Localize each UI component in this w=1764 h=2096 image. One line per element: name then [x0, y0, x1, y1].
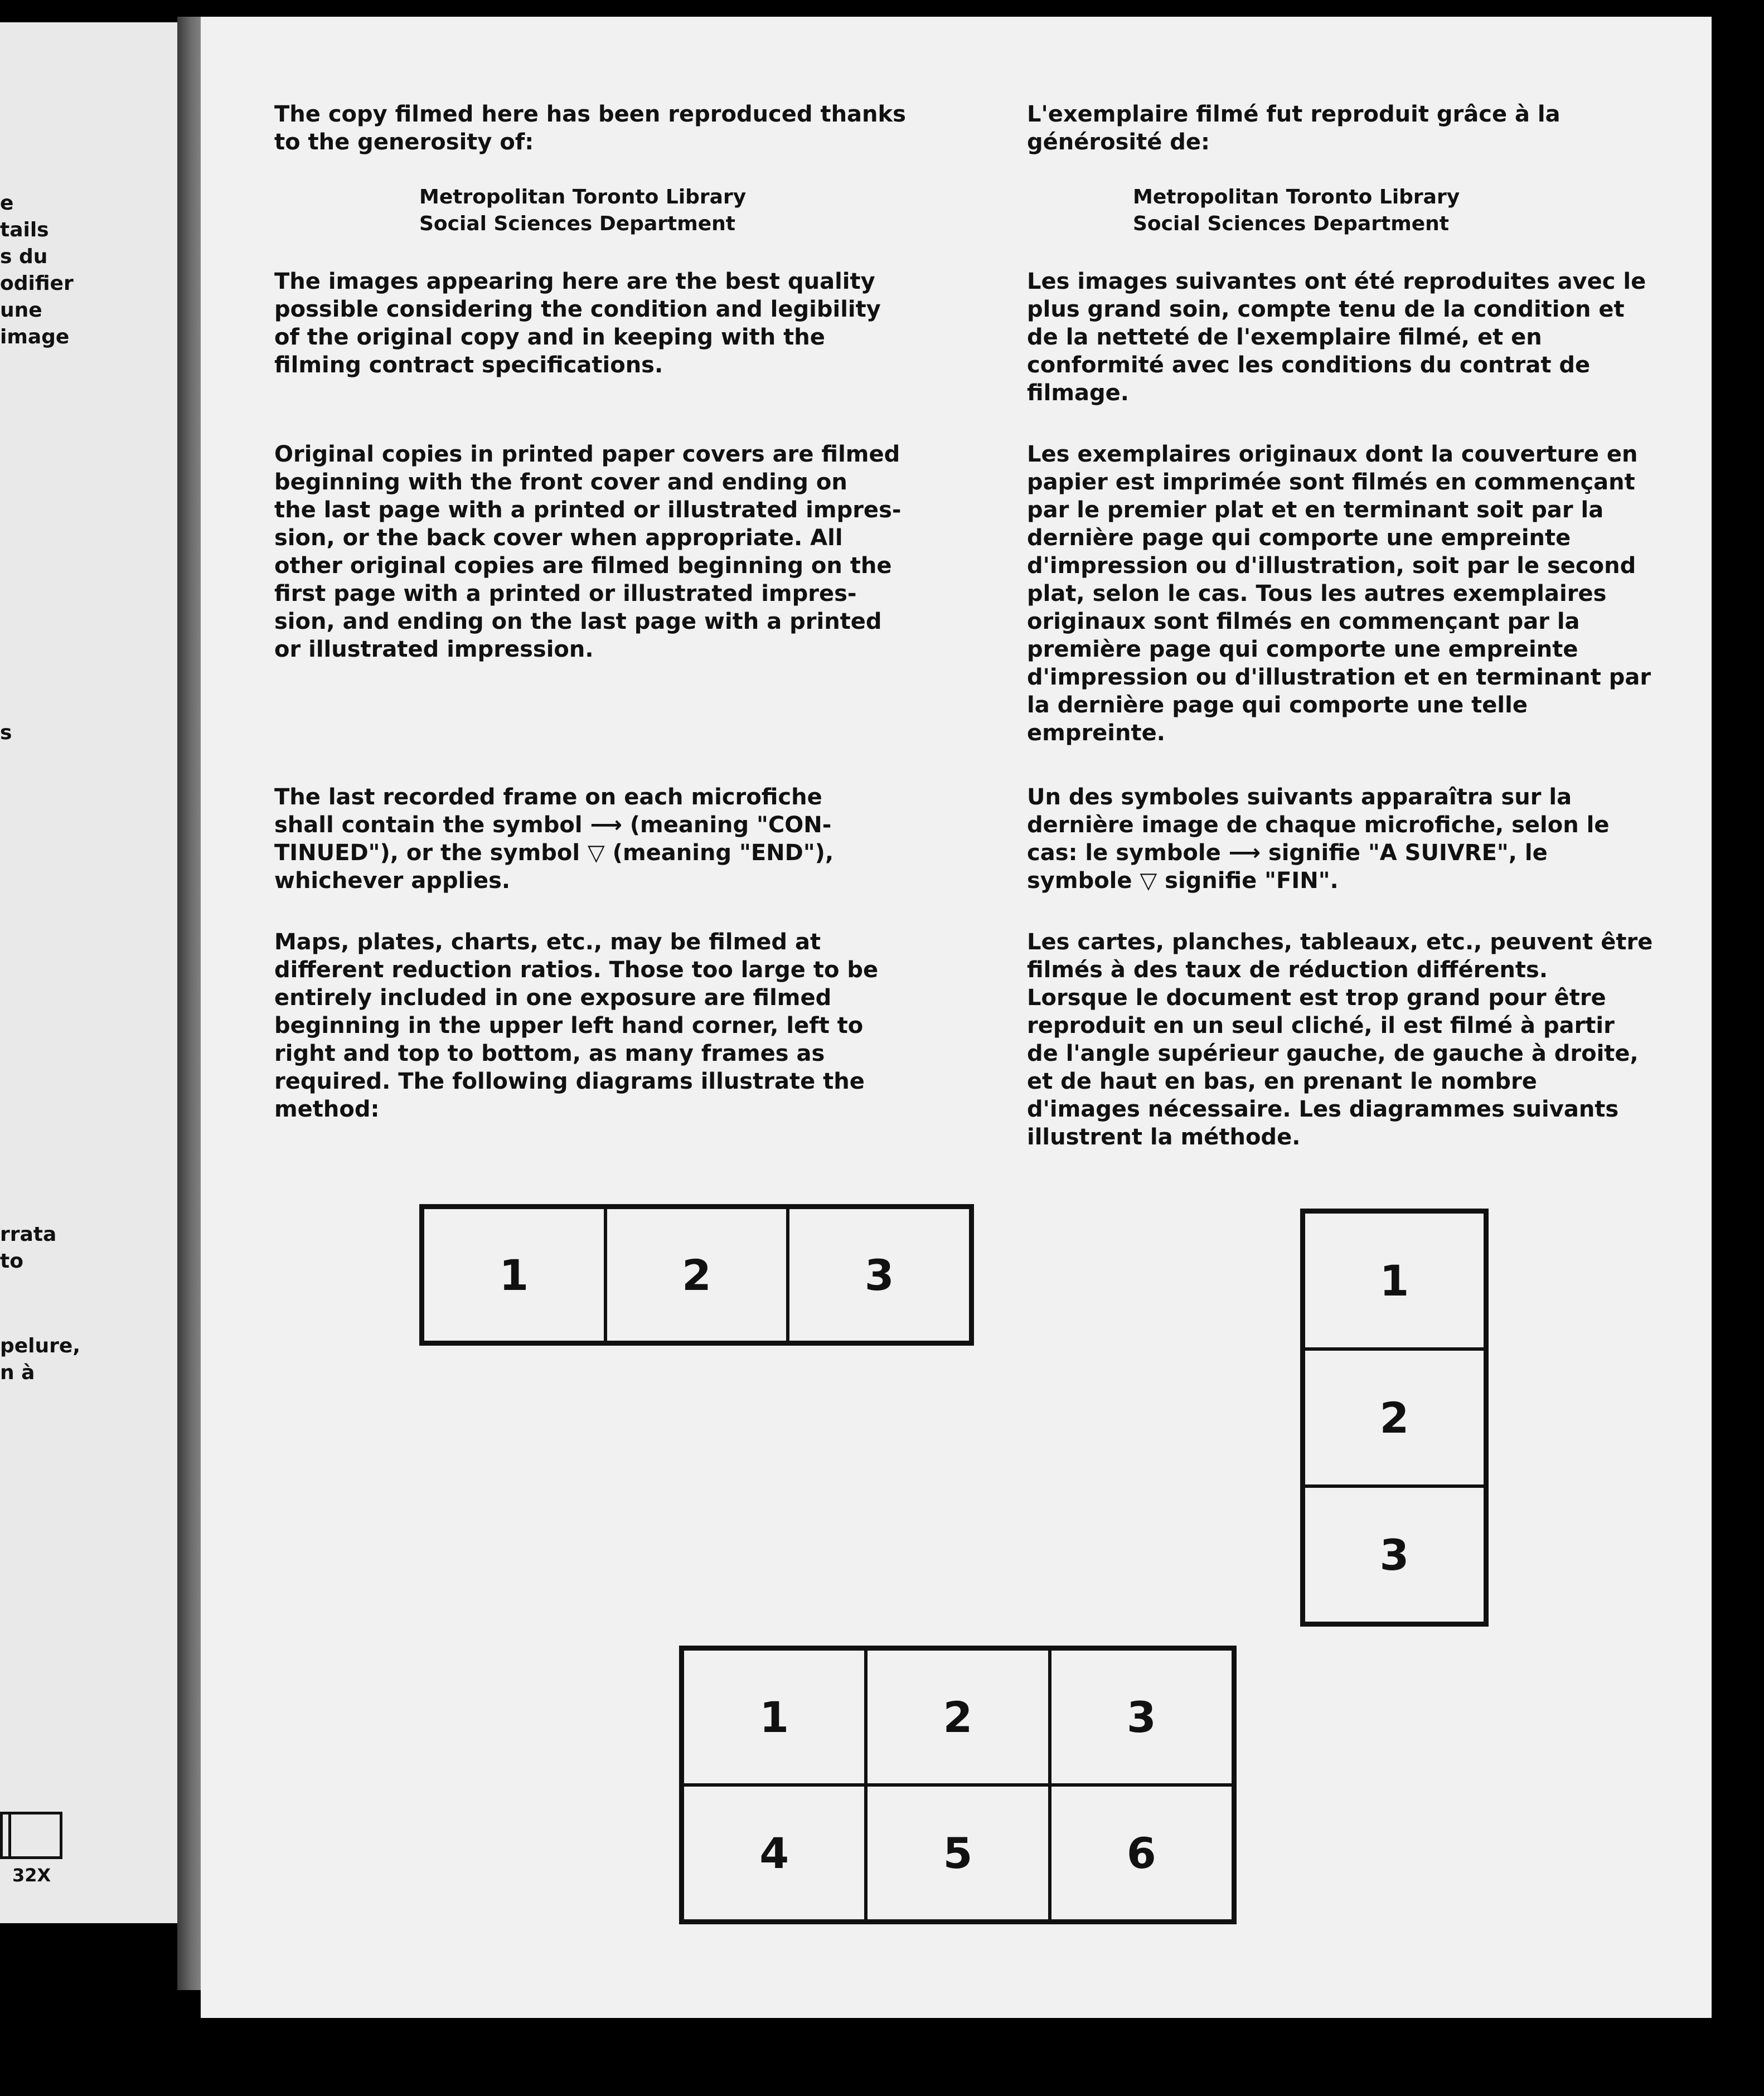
- maps-paragraph-fr: Les cartes, planches, tableaux, etc., peuvent être filmés à des taux de réduction différents. Lorsque le document est trop grand pour être reproduit en un seul cliché, il est filmé à partir de l'angle supérieur gauche, de gauche à droite, et de haut en bas, en prenant le nombre d'images nécessaire. Les diagrammes suivants illustrent la méthode.: [1027, 929, 1653, 1150]
- library-name-fr: Metropolitan Toronto Library Social Sciences Department: [1133, 186, 1460, 235]
- diagram-horizontal-frames: [419, 1204, 974, 1346]
- frame-cell: 4: [682, 1785, 866, 1921]
- frame-cell: 3: [1050, 1649, 1233, 1785]
- microfiche-target-page: [201, 17, 1712, 2018]
- fragment-text: pelure,: [0, 1335, 80, 1357]
- fragment-text: odifier: [0, 272, 74, 295]
- reduction-label: 32X: [12, 1865, 51, 1886]
- covers-paragraph-en: Original copies in printed paper covers are filmed beginning with the front cover and ending on the last page with a printed or illustrated impres- sion, or the back cover when appropriate. All other original copies are filmed beginning on the first page with a printed or illustrated impres- sion, and ending on the last page with a printed or illustrated impression.: [274, 441, 902, 662]
- symbols-paragraph-fr: Un des symboles suivants apparaîtra sur la dernière image de chaque microfiche, selon le cas: le symbole ⟶ signifie "A SUIVRE", le symbole ▽ signifie "FIN".: [1027, 784, 1610, 894]
- diagram-vertical-frames: [1300, 1209, 1489, 1627]
- diagram-grid-frames: [679, 1646, 1237, 1924]
- fragment-text: s du: [0, 245, 48, 268]
- quality-paragraph-fr: Les images suivantes ont été reproduites avec le plus grand soin, compte tenu de la condition et de la netteté de l'exemplaire filmé, et en conformité avec les conditions du contrat de filmage.: [1027, 269, 1646, 406]
- fragment-text: to: [0, 1250, 23, 1273]
- frame-cell: 5: [866, 1785, 1049, 1921]
- frame-cell: 2: [605, 1207, 788, 1342]
- frame-cell: 1: [1303, 1212, 1485, 1349]
- frame-cell: 1: [682, 1649, 866, 1785]
- frame-cell: 2: [1303, 1349, 1485, 1486]
- library-name-en: Metropolitan Toronto Library Social Sciences Department: [419, 186, 747, 235]
- frame-cell: 6: [1050, 1785, 1233, 1921]
- english-column: [274, 100, 971, 1123]
- fragment-text: image: [0, 326, 70, 348]
- french-column: [1027, 100, 1713, 1151]
- frame-cell: 1: [423, 1207, 605, 1342]
- frame-cell: 3: [1303, 1486, 1485, 1623]
- scale-box-divider: [3, 1814, 11, 1856]
- maps-paragraph-en: Maps, plates, charts, etc., may be filmed at different reduction ratios. Those too large to be entirely included in one exposure are filmed beginning in the upper left hand corner, left to right and top to bottom, as many frames as required. The following diagrams illustrate the method:: [274, 929, 879, 1122]
- frame-cell: 2: [866, 1649, 1049, 1785]
- fragment-text: n à: [0, 1361, 35, 1384]
- symbols-paragraph-en: The last recorded frame on each microfiche shall contain the symbol ⟶ (meaning "CON- TINUED"), or the symbol ▽ (meaning "END"), whichever applies.: [274, 784, 834, 894]
- covers-paragraph-fr: Les exemplaires originaux dont la couverture en papier est imprimée sont filmés en commençant par le premier plat et en terminant soit par la dernière page qui comporte une empreinte d'impression ou d'illustration, soit par le second plat, selon le cas. Tous les autres exemplaires originaux sont filmés en commençant par la première page qui comporte une empreinte d'impression ou d'illustration et en terminant par la dernière page qui comporte une telle empreinte.: [1027, 441, 1651, 746]
- reduction-scale-box: [0, 1812, 62, 1859]
- adjacent-page-fragment: [0, 22, 177, 1923]
- acknowledgement-fr: L'exemplaire filmé fut reproduit grâce à la générosité de:: [1027, 101, 1561, 155]
- quality-paragraph-en: The images appearing here are the best quality possible considering the condition and legibility of the original copy and in keeping with the filming contract specifications.: [274, 269, 881, 378]
- fragment-text: s: [0, 721, 12, 744]
- fragment-text: une: [0, 299, 42, 322]
- fragment-text: e: [0, 192, 14, 215]
- acknowledgement-en: The copy filmed here has been reproduced thanks to the generosity of:: [274, 101, 906, 155]
- frame-cell: 3: [788, 1207, 971, 1342]
- fragment-text: tails: [0, 219, 49, 241]
- fragment-text: rrata: [0, 1223, 57, 1246]
